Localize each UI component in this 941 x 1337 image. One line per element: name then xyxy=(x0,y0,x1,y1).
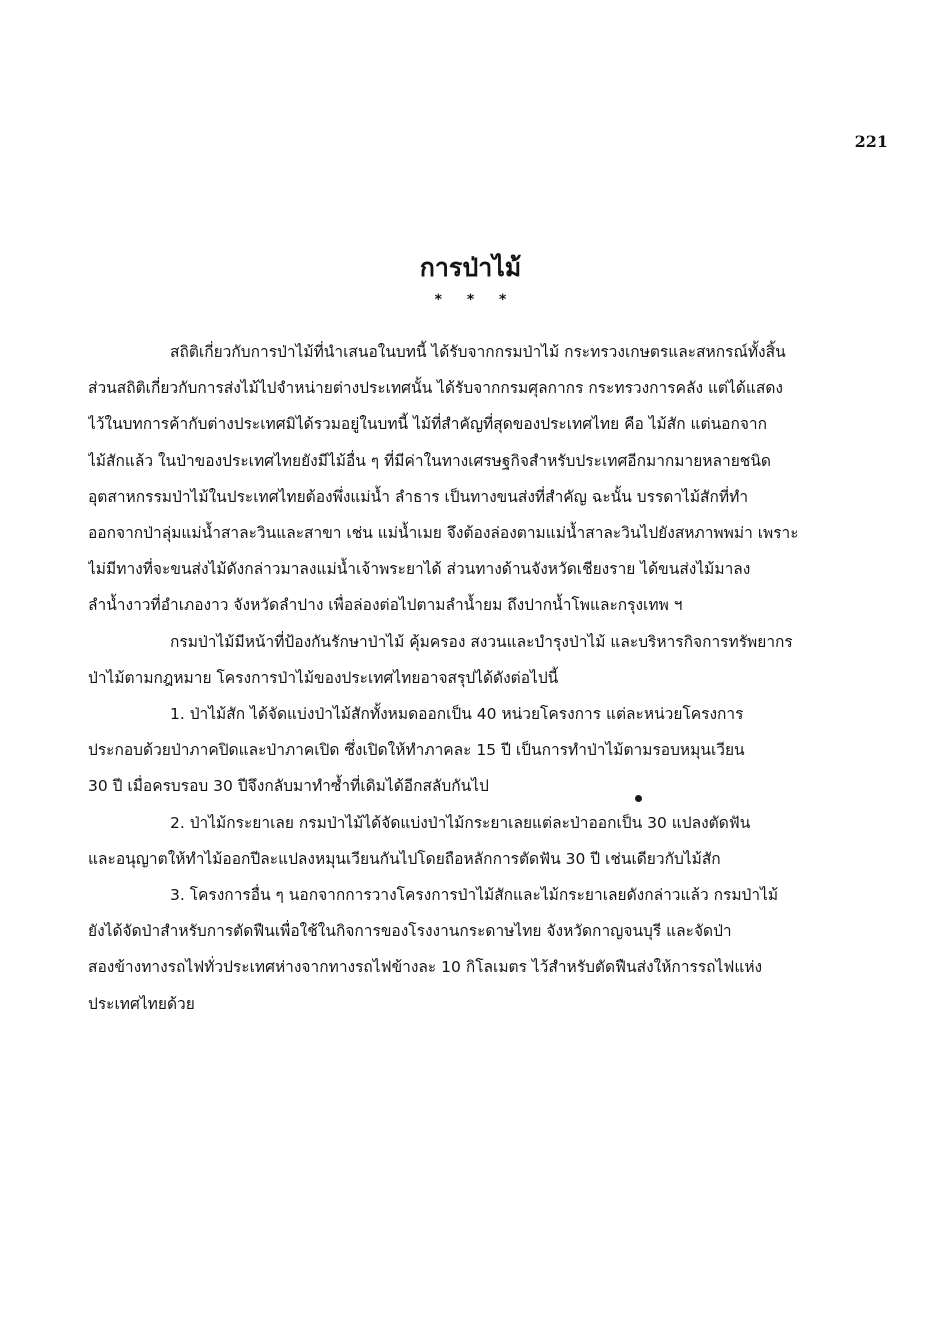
scan-speck xyxy=(635,795,642,802)
text-line: ประเทศไทยด้วย xyxy=(88,994,195,1013)
section-separator: * * * xyxy=(434,292,517,308)
paragraph-intro xyxy=(88,334,884,624)
paragraph-teak-forest xyxy=(88,696,884,805)
text-line: กรมป่าไม้มีหน้าที่ป้องกันรักษาป่าไม้ คุ้มครอง สงวนและบำรุงป่าไม้ และบริหารกิจการทรัพยากร xyxy=(170,632,793,651)
text-line: และอนุญาตให้ทำไม้ออกปีละแปลงหมุนเวียนกันไปโดยถือหลักการตัดฟัน 30 ปี เช่นเดียวกับไม้สัก xyxy=(88,849,721,868)
text-line: ประกอบด้วยป่าภาคปิดและป่าภาคเปิด ซึ่งเปิดให้ทำภาคละ 15 ปี เป็นการทำป่าไม้ตามรอบหมุนเวียน xyxy=(88,741,745,760)
text-line: ป่าไม้ตามกฎหมาย โครงการป่าไม้ของประเทศไทยอาจสรุปได้ดังต่อไปนี้ xyxy=(88,668,559,687)
page-title: การป่าไม้ xyxy=(419,253,522,282)
text-line: 1. ป่าไม้สัก ได้จัดแบ่งป่าไม้สักทั้งหมดออกเป็น 40 หน่วยโครงการ แต่ละหน่วยโครงการ xyxy=(170,705,744,724)
paragraph-other-projects xyxy=(88,877,884,1022)
text-line: สองข้างทางรถไฟทั่วประเทศห่างจากทางรถไฟข้างละ 10 กิโลเมตร ไว้สำหรับตัดฟืนส่งให้การรถไฟแห่ง xyxy=(88,958,763,977)
paragraph-mixed-forest xyxy=(88,805,884,877)
text-line: สถิติเกี่ยวกับการป่าไม้ที่นำเสนอในบทนี้ ได้รับจากกรมป่าไม้ กระทรวงเกษตรและสหกรณ์ทั้งสิ้น xyxy=(170,343,786,361)
text-line: ลำน้ำงาวที่อำเภองาว จังหวัดลำปาง เพื่อล่องต่อไปตามลำน้ำยม ถึงปากน้ำโพและกรุงเทพ ฯ xyxy=(88,596,683,615)
text-line: ไม้สักแล้ว ในป่าของประเทศไทยยังมีไม้อื่น ๆ ที่มีค่าในทางเศรษฐกิจสำหรับประเทศอีกมากมายหลายชนิด xyxy=(88,451,771,470)
text-line: ไว้ในบทการค้ากับต่างประเทศมิได้รวมอยู่ในบทนี้ ไม้ที่สำคัญที่สุดของประเทศไทย คือ ไม้สัก แต่นอกจาก xyxy=(88,415,768,434)
text-line: 30 ปี เมื่อครบรอบ 30 ปีจึงกลับมาทำซ้ำที่เดิมได้อีกสลับกันไป xyxy=(88,777,489,796)
text-line: ไม่มีทางที่จะขนส่งไม้ดังกล่าวมาลงแม่น้ำเจ้าพระยาได้ ส่วนทางด้านจังหวัดเชียงราย ได้ขนส่งไม้มาลง xyxy=(88,560,751,579)
text-line: ส่วนสถิติเกี่ยวกับการส่งไม้ไปจำหน่ายต่างประเทศนั้น ได้รับจากกรมศุลกากร กระทรวงการคลัง แต่ได้แสดง xyxy=(88,379,783,398)
page-number: 221 xyxy=(854,132,888,151)
document-body xyxy=(88,334,884,1022)
text-line: 3. โครงการอื่น ๆ นอกจากการวางโครงการป่าไม้สักและไม้กระยาเลยดังกล่าวแล้ว กรมป่าไม้ xyxy=(170,886,779,905)
text-line: ยังได้จัดป่าสำหรับการตัดฟืนเพื่อใช้ในกิจการของโรงงานกระดาษไทย จังหวัดกาญจนบุรี และจัดป่า xyxy=(88,922,732,941)
text-line: อุตสาหกรรมป่าไม้ในประเทศไทยต้องพึ่งแม่น้ำ ลำธาร เป็นทางขนส่งที่สำคัญ ฉะนั้น บรรดาไม้สักที่ทำ xyxy=(88,487,749,506)
text-line: ออกจากป่าลุ่มแม่น้ำสาละวินและสาขา เช่น แม่น้ำเมย จึงต้องล่องตามแม่น้ำสาละวินไปยังสหภาพพม่า เพราะ xyxy=(88,524,799,543)
paragraph-forestry-duties xyxy=(88,624,884,696)
text-line: 2. ป่าไม้กระยาเลย กรมป่าไม้ได้จัดแบ่งป่าไม้กระยาเลยแต่ละป่าออกเป็น 30 แปลงตัดฟัน xyxy=(170,813,751,832)
